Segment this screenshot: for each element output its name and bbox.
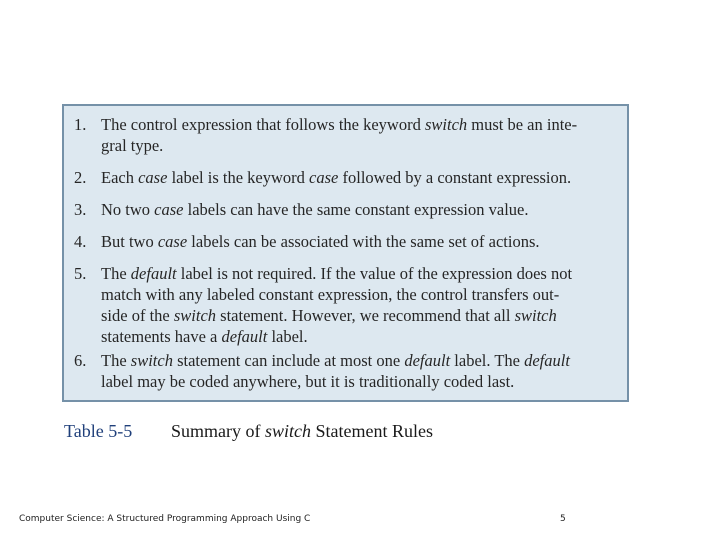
rule-line: No two case labels can have the same constant expression value. xyxy=(101,200,529,219)
rule-line: The switch statement can include at most one default label. The default xyxy=(101,351,570,370)
title-part: Summary of xyxy=(171,421,265,441)
keyword: case xyxy=(157,232,188,251)
keyword: case xyxy=(154,200,184,219)
keyword: switch xyxy=(424,115,468,134)
rule-line: label may be coded anywhere, but it is traditionally coded last. xyxy=(101,372,515,391)
keyword: switch xyxy=(514,306,557,325)
rule-text xyxy=(101,350,617,392)
rule-line: gral type. xyxy=(101,136,164,155)
table-number: Table 5-5 xyxy=(64,421,133,441)
rule-text xyxy=(101,231,617,252)
keyword: case xyxy=(309,168,339,187)
title-keyword: switch xyxy=(265,421,312,441)
rule-text xyxy=(101,114,617,156)
rule-text xyxy=(101,167,617,188)
rule-number: 3. xyxy=(74,200,87,219)
rule-line: But two case labels can be associated with the same set of actions. xyxy=(101,232,540,251)
table-title xyxy=(171,421,433,442)
keyword: default xyxy=(404,351,451,370)
rule-line: The control expression that follows the keyword switch must be an inte- xyxy=(101,115,578,134)
rule-number: 1. xyxy=(74,115,87,134)
keyword: default xyxy=(130,264,177,283)
keyword: default xyxy=(524,351,570,370)
footer-text: Computer Science: A Structured Programming Approach Using C xyxy=(19,514,311,524)
rule-number: 5. xyxy=(74,264,87,283)
table-caption xyxy=(64,421,433,442)
keyword: switch xyxy=(130,351,173,370)
rule-number: 2. xyxy=(74,168,87,187)
keyword: case xyxy=(138,168,168,187)
rule-number: 6. xyxy=(74,351,87,370)
rule-text xyxy=(101,199,617,220)
rule-number: 4. xyxy=(74,232,87,251)
rule-line: Each case label is the keyword case followed by a constant expression. xyxy=(101,168,572,187)
keyword: default xyxy=(221,327,268,346)
rule-line: statements have a default label. xyxy=(101,327,308,346)
title-part: Statement Rules xyxy=(311,421,433,441)
rule-line: The default label is not required. If the value of the expression does not xyxy=(101,264,573,283)
rule-line: side of the switch statement. However, we recommend that all switch xyxy=(101,306,557,325)
keyword: switch xyxy=(173,306,217,325)
page-number: 5 xyxy=(560,514,566,524)
rules-table xyxy=(62,104,629,402)
rule-text xyxy=(101,263,617,347)
rule-line: match with any labeled constant expression, the control transfers out- xyxy=(101,285,560,304)
